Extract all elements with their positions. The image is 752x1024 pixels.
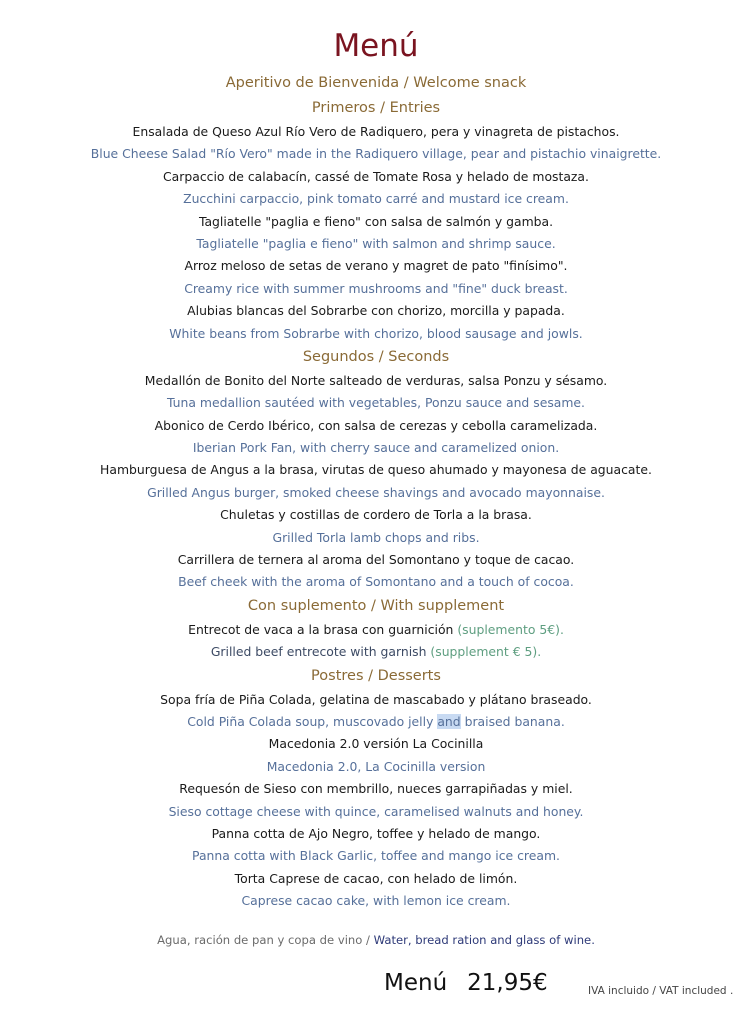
dish-en: Grilled Torla lamb chops and ribs.	[272, 529, 480, 545]
dish-es: Torta Caprese de cacao, con helado de limón.	[234, 870, 518, 886]
dish-es: Carpaccio de calabacín, cassé de Tomate Rosa y helado de mostaza.	[163, 168, 589, 184]
dish-en: Iberian Pork Fan, with cherry sauce and caramelized onion.	[192, 440, 560, 456]
dish-es: Alubias blancas del Sobrarbe con chorizo, morcilla y papada.	[187, 303, 565, 319]
dish-es: Tagliatelle "paglia e fieno" con salsa de salmón y gamba.	[198, 213, 554, 229]
included-es: Agua, ración de pan y copa de vino /	[157, 933, 370, 947]
price-label: Menú	[384, 970, 448, 996]
dish-en	[0, 711, 752, 733]
section-heading-desserts: Postres / Desserts	[311, 667, 441, 684]
dish-en: Tuna medallion sautéed with vegetables, Ponzu sauce and sesame.	[166, 395, 585, 411]
welcome-snack-heading: Aperitivo de Bienvenida / Welcome snack	[225, 75, 527, 91]
dish-es-supplement	[0, 619, 752, 641]
dish-es: Macedonia 2.0 versión La Cocinilla	[268, 736, 484, 752]
menu-price	[384, 970, 548, 996]
dish-en-supplement	[0, 641, 752, 663]
dish-en: Zucchini carpaccio, pink tomato carré and mustard ice cream.	[183, 191, 569, 207]
supplement-price: (suplemento 5€).	[457, 621, 564, 637]
dish-en: Beef cheek with the aroma of Somontano and a touch of cocoa.	[178, 574, 574, 590]
section-heading-entries: Primeros / Entries	[311, 100, 441, 116]
supplement-price: (supplement € 5).	[430, 644, 542, 660]
dish-en: Creamy rice with summer mushrooms and "fine" duck breast.	[184, 280, 568, 296]
dish-en: Caprese cacao cake, with lemon ice cream.	[241, 893, 511, 909]
dish-es: Arroz meloso de setas de verano y magret de pato "finísimo".	[184, 258, 568, 274]
included-note	[0, 933, 752, 947]
dish-en: Tagliatelle "paglia e fieno" with salmon and shrimp sauce.	[196, 235, 556, 251]
dish-text: Entrecot de vaca a la brasa con guarnición	[188, 621, 454, 637]
dish-text: braised banana.	[460, 713, 565, 729]
dish-en: Panna cotta with Black Garlic, toffee and mango ice cream.	[192, 848, 560, 864]
dish-en: Sieso cottage cheese with quince, caramelised walnuts and honey.	[168, 803, 584, 819]
dish-es: Ensalada de Queso Azul Río Vero de Radiquero, pera y vinagreta de pistachos.	[132, 124, 620, 139]
dish-es: Hamburguesa de Angus a la brasa, virutas de queso ahumado y mayonesa de aguacate.	[100, 462, 652, 478]
included-en: Water, bread ration and glass of wine.	[373, 933, 595, 947]
dish-text: Cold Piña Colada soup, muscovado jelly	[187, 713, 438, 729]
price-value: 21,95€	[467, 970, 548, 996]
dish-en: Grilled Angus burger, smoked cheese shavings and avocado mayonnaise.	[147, 484, 605, 500]
menu-content	[0, 71, 752, 913]
dish-es: Carrillera de ternera al aroma del Somontano y toque de cacao.	[177, 552, 575, 568]
dish-es: Chuletas y costillas de cordero de Torla a la brasa.	[220, 507, 532, 523]
selected-text[interactable]: and	[437, 713, 461, 729]
dish-en: Blue Cheese Salad "Río Vero" made in the Radiquero village, pear and pistachio vinaigrette.	[90, 146, 662, 162]
dish-es: Sopa fría de Piña Colada, gelatina de mascabado y plátano braseado.	[160, 691, 592, 707]
section-heading-supplement: Con suplemento / With supplement	[247, 597, 505, 614]
vat-note: IVA incluido / VAT included .	[588, 985, 734, 997]
dish-en: White beans from Sobrarbe with chorizo, blood sausage and jowls.	[169, 325, 583, 341]
section-heading-seconds: Segundos / Seconds	[302, 348, 450, 365]
dish-es: Medallón de Bonito del Norte salteado de verduras, salsa Ponzu y sésamo.	[144, 372, 608, 388]
dish-es: Abonico de Cerdo Ibérico, con salsa de cerezas y cebolla caramelizada.	[154, 417, 598, 433]
dish-es: Panna cotta de Ajo Negro, toffee y helado de mango.	[211, 825, 541, 841]
dish-es: Requesón de Sieso con membrillo, nueces garrapiñadas y miel.	[179, 781, 573, 797]
dish-text: Grilled beef entrecote with garnish	[210, 644, 427, 660]
menu-title: Menú	[333, 28, 419, 64]
dish-en: Macedonia 2.0, La Cocinilla version	[266, 758, 486, 774]
